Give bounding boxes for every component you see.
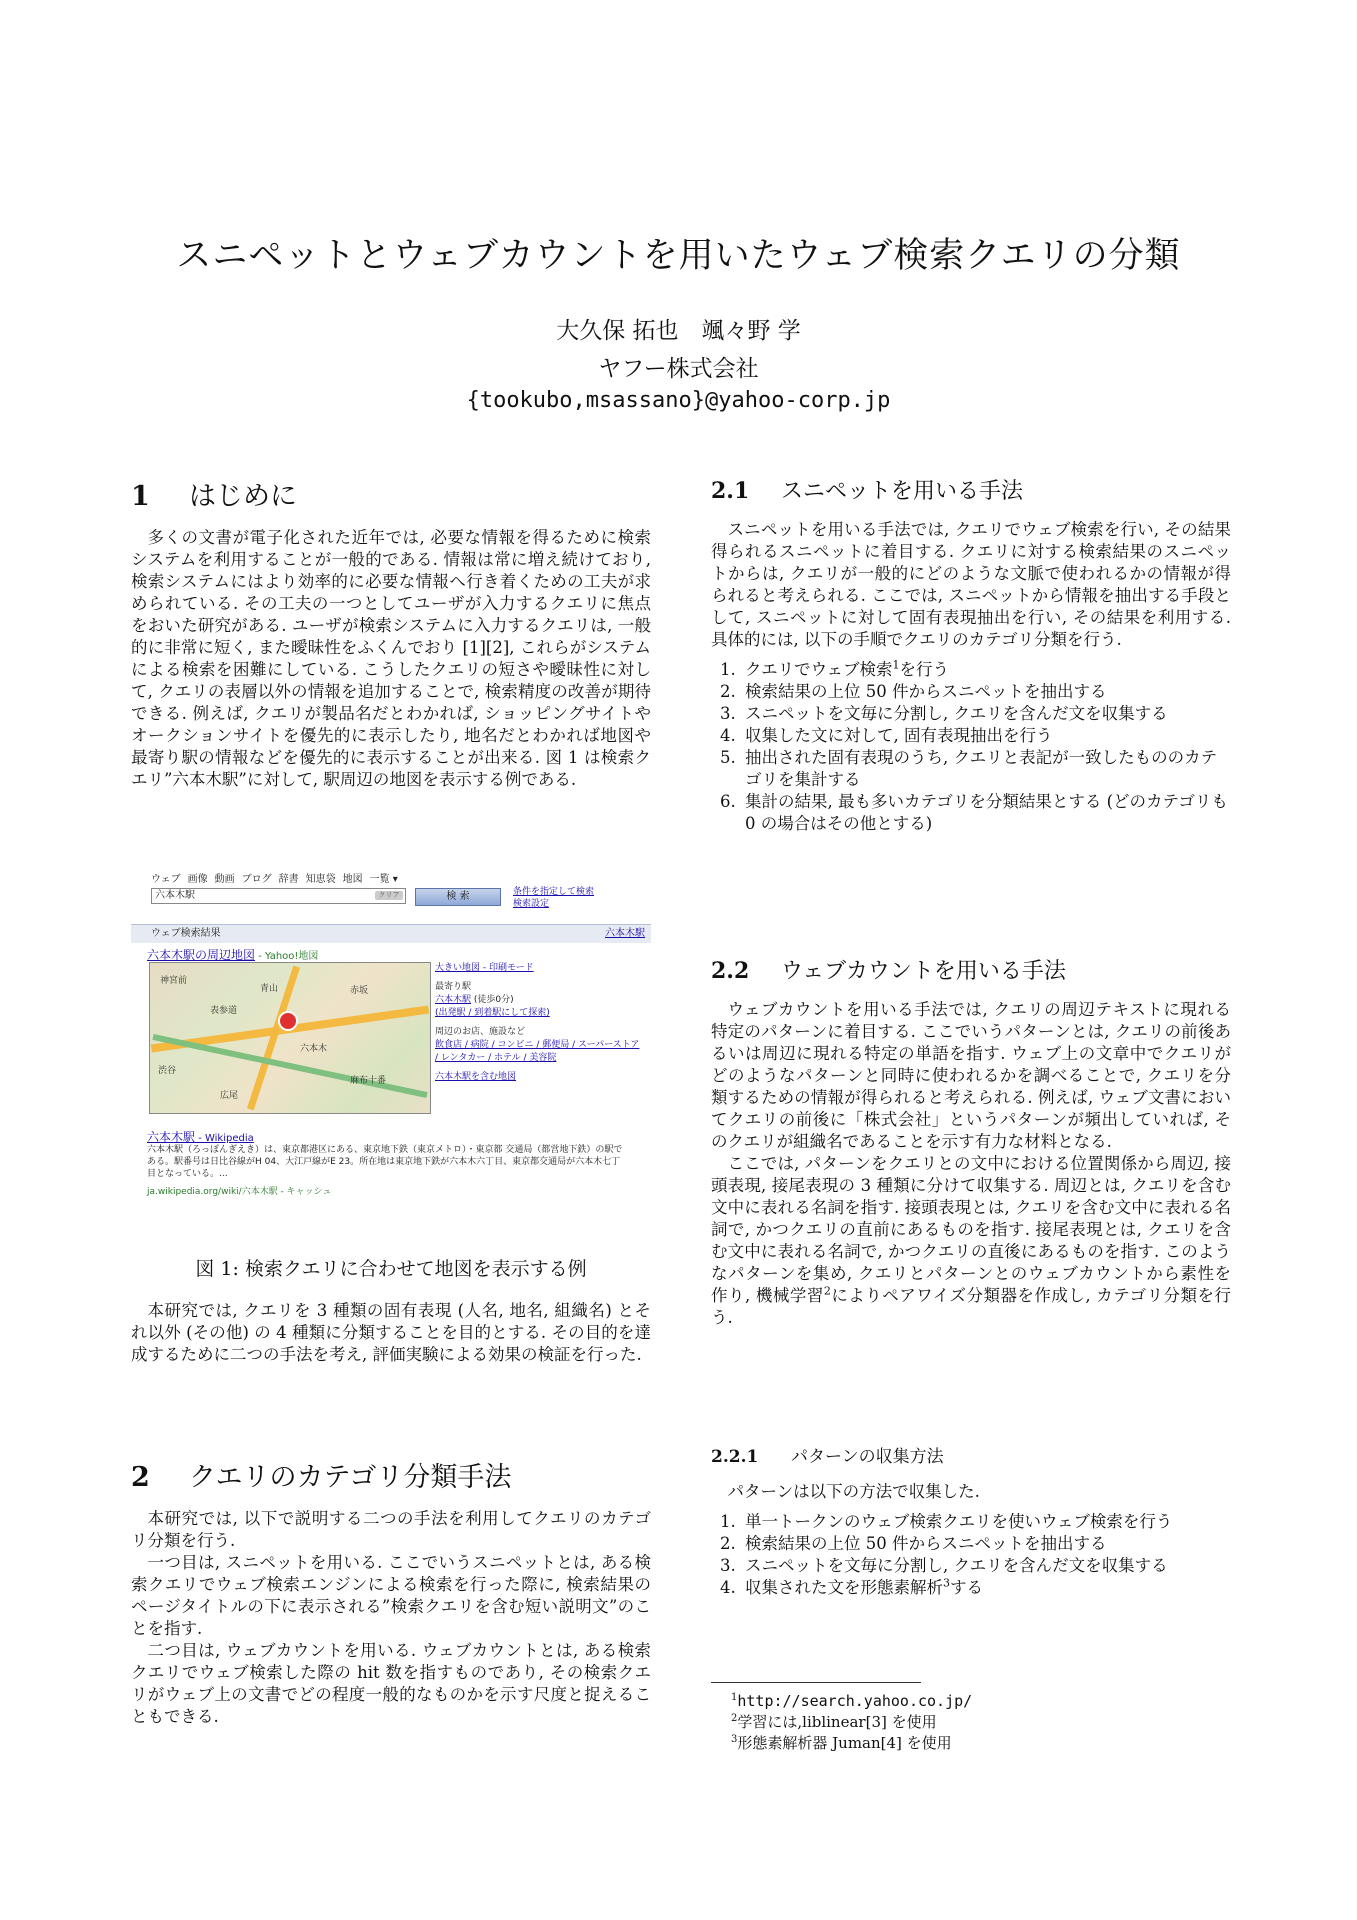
footnote-2: $^2$学習には,liblinear[3] を使用 — [731, 1713, 937, 1731]
section-1-paragraph-2: 本研究では, クエリを 3 種類の固有表現 (人名, 地名, 組織名) とそれ以外 (その他) の 4 種類に分類することを目的とする. その目的を達成するために二つの手法を考え, 評価実験による効果の検証を行った. — [131, 1301, 651, 1364]
nav-item: 画像 — [187, 874, 208, 885]
section-2-2-paragraph-1: ウェブカウントを用いる手法では, クエリの周辺テキストに現れる特定のパターンに着目する. ここでいうパターンとは, クエリの前後あるいは周辺に現れる特定の単語を指す. ウェブ上の文章中でクエリがどのようなパターンと同時に使われるかを調べることで, クエリを分類するための情報が得られると考えられる. 例えば, ウェブ文書においてクエリの前後に「株式会社」というパターンが頻出していれば, そのクエリが組織名であることを示す有力な材料となる. — [711, 1000, 1231, 1151]
list-item: 2. 検索結果の上位 50 件からスニペットを抽出する — [741, 1533, 1231, 1555]
section-2-2-paragraph-2: ここでは, パターンをクエリとの文中における位置関係から周辺, 接頭表現, 接尾表現の 3 種類に分けて収集する. 周辺とは, クエリを含む文中に表れる名詞を指す. 接頭表現とは, クエリを含む文中に表れる名詞で, かつクエリの直前にあるものを指す. 接尾表現とは, クエリを含む文中に表れる名詞で, かつクエリの直後にあるものを指す. このようなパターンを集め, クエリとパターンとのウェブカウントから素性を作り, 機械学習$^2$によりペアワイズ分類器を作成し, カテゴリ分類を行う. — [711, 1154, 1231, 1327]
nav-item: ウェブ — [151, 874, 181, 885]
section-2-2-1-heading: 2.2.1 パターンの収集方法 — [711, 1447, 944, 1467]
nav-item: 動画 — [214, 874, 235, 885]
section-1 — [131, 474, 651, 791]
list-item: 6. 集計の結果, 最も多いカテゴリを分類結果とする (どのカテゴリも 0 の場合はその他とする) — [741, 791, 1231, 835]
paper-title: スニペットとウェブカウントを用いたウェブ検索クエリの分類 — [176, 236, 1181, 276]
section-2 — [131, 1455, 651, 1728]
section-2-2-1 — [711, 1442, 1231, 1599]
section-2-paragraph-1: 本研究では, 以下で説明する二つの手法を利用してクエリのカテゴリ分類を行う. — [131, 1509, 651, 1550]
footnote-1: $^1$http://search.yahoo.co.jp/ — [731, 1692, 973, 1710]
result-2-title: 六本木駅 - Wikipedia — [147, 1130, 254, 1144]
section-2-2 — [711, 954, 1231, 1329]
nav-item: 地図 — [342, 874, 363, 885]
map-sidebar: 大きい地図 - 印刷モード 最寄り駅 六本木駅 (徒歩0分) (出発駅 / 到着駅にして探索) 周辺のお店、施設など 飲食店 / 病院 / コンビニ / 郵便局 / スーパーストア / レンタカー / ホテル / 美容院 六本木駅を含む地図 — [435, 963, 640, 1082]
result-1-title: 六本木駅の周辺地図 - Yahoo!地図 — [147, 948, 319, 962]
results-bar: ウェブ検索結果 六本木駅 — [131, 924, 651, 943]
paper-authors: 大久保 拓也 颯々野 学 — [556, 318, 801, 344]
section-2-heading: 2 クエリのカテゴリ分類手法 — [131, 1462, 512, 1493]
paper-affiliation: ヤフー株式会社 — [598, 356, 759, 382]
result-2-url: ja.wikipedia.org/wiki/六本木駅 - キャッシュ — [147, 1187, 332, 1197]
search-input: 六本木駅 クリア — [151, 888, 406, 904]
footnote-rule — [711, 1682, 921, 1683]
footnote-3: $^3$形態素解析器 Juman[4] を使用 — [731, 1734, 952, 1752]
figure-1-caption: 図 1: 検索クエリに合わせて地図を表示する例 — [195, 1258, 587, 1280]
map-image: 神宮前 表参道 六本木 渋谷 赤坂 広尾 麻布十番 青山 — [149, 962, 431, 1114]
search-button: 検 索 — [415, 888, 501, 906]
list-item: 5. 抽出された固有表現のうち, クエリと表記が一致したもののカテゴリを集計する — [741, 747, 1231, 791]
section-2-1-heading: 2.1 スニペットを用いる手法 — [711, 478, 1024, 504]
section-1-heading: 1 はじめに — [131, 481, 297, 512]
snippet-method-steps — [711, 659, 1231, 835]
list-item: 1. 単一トークンのウェブ検索クエリを使いウェブ検索を行う — [741, 1511, 1231, 1533]
search-nav — [151, 870, 405, 885]
list-item: 4. 収集された文を形態素解析$^3$する — [741, 1577, 1231, 1599]
map-pin-icon — [278, 1011, 298, 1031]
section-2-2-1-paragraph: パターンは以下の方法で収集した. — [727, 1482, 980, 1501]
clear-button: クリア — [375, 891, 403, 900]
nav-item: ブログ — [241, 874, 272, 885]
nav-item: 辞書 — [278, 874, 299, 885]
section-1-paragraph-1: 多くの文書が電子化された近年では, 必要な情報を得るために検索システムを利用することが一般的である. 情報は常に増え続けており, 検索システムにはより効率的に必要な情報へ行き着くための工夫が求められている. その工夫の一つとしてユーザが入力するクエリに焦点をおいた研究がある. ユーザが検索システムに入力するクエリは, 一般的に非常に短く, また曖昧性をふくんでおり [1][2], これらがシステムによる検索を困難にしている. こうしたクエリの短さや曖昧性に対して, クエリの表層以外の情報を追加することで, 検索精度の改善が期待できる. 例えば, クエリが製品名だとわかれば, ショッピングサイトやオークションサイトを優先的に表示したり, 地名だとわかれば地図や最寄り駅の情報などを優先的に表示することが出来る. 図 1 は検索クエリ”六本木駅”に対して, 駅周辺の地図を表示する例である. — [131, 528, 651, 789]
section-2-1 — [711, 474, 1231, 835]
section-2-paragraph-2: 一つ目は, スニペットを用いる. ここでいうスニペットとは, ある検索クエリでウェブ検索エンジンによる検索を行った際に, 検索結果のページタイトルの下に表示される”検索クエリを含む短い説明文”のことを指す. — [131, 1553, 651, 1638]
section-1-continued — [131, 1300, 651, 1366]
list-item: 3. スニペットを文毎に分割し, クエリを含んだ文を収集する — [741, 1555, 1231, 1577]
figure-1-screenshot — [131, 866, 651, 1216]
section-2-1-paragraph: スニペットを用いる手法では, クエリでウェブ検索を行い, その結果得られるスニペットに着目する. クエリに対する検索結果のスニペットからは, クエリが一般的にどのような文脈で使われるかの情報が得られると考えられる. ここでは, スニペットから情報を抽出する手段として, スニペットに対して固有表現抽出を行い, その結果を利用する. 具体的には, 以下の手順でクエリのカテゴリ分類を行う. — [711, 520, 1231, 649]
section-2-2-heading: 2.2 ウェブカウントを用いる手法 — [711, 958, 1066, 984]
nav-item: 知恵袋 — [305, 874, 336, 885]
result-2-snippet: 六本木駅（ろっぽんぎえき）は、東京都港区にある、東京地下鉄（東京メトロ）・東京都 交通局（都営地下鉄）の駅である。駅番号は日比谷線がH 04、大江戸線がE 23。所在地は東京地下鉄が六本木六丁目、東京都交通局が六本木七丁目となっている。... — [147, 1145, 623, 1179]
list-item: 3. スニペットを文毎に分割し, クエリを含んだ文を収集する — [741, 703, 1231, 725]
list-item: 2. 検索結果の上位 50 件からスニペットを抽出する — [741, 681, 1231, 703]
paper-email: {tookubo,msassano}@yahoo-corp.jp — [466, 388, 891, 413]
pattern-collection-steps — [711, 1511, 1231, 1599]
nav-item: 一覧 ▾ — [369, 874, 398, 885]
search-options: 条件を指定して検索 検索設定 — [513, 887, 595, 909]
list-item: 1. クエリでウェブ検索$^1$を行う — [741, 659, 1231, 681]
section-2-paragraph-3: 二つ目は, ウェブカウントを用いる. ウェブカウントとは, ある検索クエリでウェブ検索した際の hit 数を指すものであり, その検索クエリがウェブ上の文書でどの程度一般的なものかを示す尺度と捉えることもできる. — [131, 1641, 651, 1726]
list-item: 4. 収集した文に対して, 固有表現抽出を行う — [741, 725, 1231, 747]
